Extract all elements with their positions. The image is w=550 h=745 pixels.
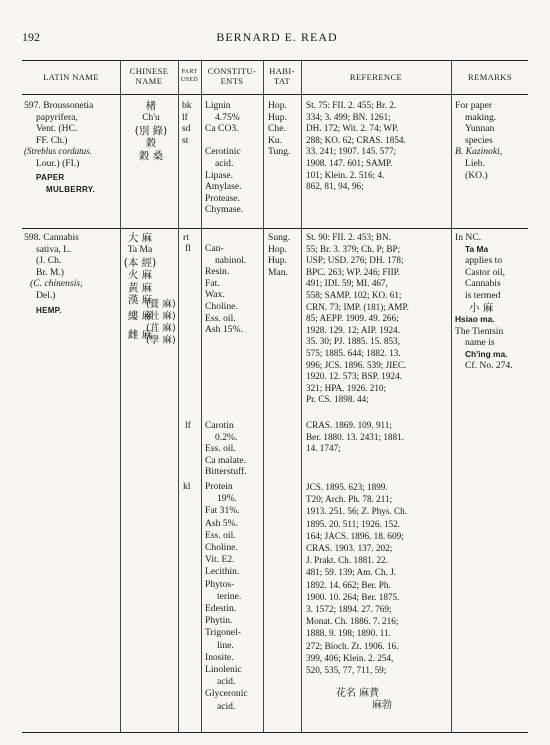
entry-598-reference-lf: CRAS. 1869. 109. 911; Ber. 1880. 13. 2431; 1881. 14. 1747; — [306, 420, 404, 454]
entry-598-reference-chinese-note: 花名 麻蕡 麻勃 — [336, 688, 392, 711]
entry-597-constituents: Lignin 4.75% Ca CO3. Cerotinic acid. Lipase. Amylase. Protease. Chymase. — [205, 100, 244, 216]
header-bottom-rule — [22, 94, 528, 95]
entry-597-chinese-name: 楮 Ch'u (別 錄) 穀 穀 桑 — [134, 100, 168, 162]
entry-598-common-name: HEMP. — [36, 306, 62, 315]
column-header-remarks: REMARKS — [468, 72, 512, 82]
entry-597-reference: St. 75: FII. 2. 455; Br. 2. 334; 3. 499; BN. 1261; DH. 172; Wit. 2. 74; WP. 288; KO. 62; CRAS. 1854. 33. 241; 1907. 145. 577; 1908. 147. 601; SAMP. 101; Klein. 2. 516; 4. 862, 81, 94, 96; — [306, 100, 406, 192]
entry-598-chinese-name: 大 麻 Ta Ma (本 經) 火 麻 黃 麻 漢 麻 縷 麻 雌 麻 — [123, 232, 157, 341]
column-divider — [301, 60, 302, 732]
entry-597-remarks: For paper making. Yunnan species B. Kazinoki, Lieb. (KO.) — [455, 100, 503, 181]
column-header-reference: REFERENCE — [349, 72, 403, 82]
entry-597-habitat: Hop. Hup. Che. Ku. Tung. — [268, 100, 291, 158]
entry-598-part-kl: kl — [183, 481, 191, 492]
column-header-part-used: PART USED — [180, 69, 199, 83]
column-divider — [451, 60, 452, 732]
table-top-rule — [22, 60, 528, 61]
table-bottom-rule — [22, 732, 528, 733]
entry-598-remarks: In NC. Ta Ma applies to Castor oil, Cannabis is termed 小 麻 Hsiao ma. The Tientsin name is Ch'ing ma. Cf. No. 274. — [455, 232, 513, 372]
column-divider — [201, 60, 202, 732]
entry-598-part-fl: fl — [185, 243, 191, 254]
entry-597-latin-name: 597. Broussonetia papyrifera, Vent. (HC. FF. Ch.) (Streblus cordatus. Lour.) (FI.) — [24, 100, 94, 169]
entry-598-habitat: Sung. Hop. Hup. Man. — [268, 232, 291, 278]
running-title: BERNARD E. READ — [216, 30, 338, 44]
entry-598-part-lf: lf — [185, 420, 191, 431]
entry-597-common-name: PAPER MULBERRY. — [36, 173, 96, 194]
column-header-latin-name: LATIN NAME — [43, 72, 99, 82]
column-divider — [263, 60, 264, 732]
entry-598-chinese-alternates: (蕡 麻) (牡 麻) (苴 麻) (學 麻) — [146, 299, 176, 346]
entry-598-part-rt: rt — [183, 232, 189, 243]
column-header-constituents: CONSTITU- ENTS — [207, 66, 257, 86]
entry-598-latin-name: 598. Cannabis sativa, L. (J. Ch. Br. M.) (C. chinensis, Del.) — [24, 232, 83, 301]
entry-separator-rule — [22, 228, 528, 229]
entry-598-constituents-lf: Carotin 0.2%. Ess. oil. Ca malate. Bitterstuff. — [205, 420, 247, 478]
entry-598-reference-kl: JCS. 1895. 623; 1899. T20; Arch. Ph. 78. 211; 1913. 251. 56; Z. Phys. Ch. 1895. 20. 511; 1926. 152. 164; JACS. 1896. 18. 609; CRAS. 1903. 137. 202; J. Prakt. Ch. 1881. 22. 481; 59. 139; Am. Ch. J. 1892. 14. 662; Ber. Ph. 1900. 10. 264; Ber. 1875. 3. 1572; 1894. 27. 769; Monat. Ch. 1886. 7. 216; 1888. 9. 198; 1890. 11. 272; Bioch. Zt. 1906. 16. 399, 406; Klein. 2. 254, 520, 535, 77, 711, 59; — [306, 482, 408, 676]
page-header — [22, 30, 532, 48]
column-header-chinese-name: CHINESE NAME — [129, 66, 169, 86]
column-divider — [120, 60, 121, 732]
page-number: 192 — [22, 30, 40, 44]
column-header-habitat: HABI- TAT — [269, 66, 295, 86]
entry-597-parts-used: bk lf sd st — [182, 100, 192, 146]
column-divider — [178, 60, 179, 732]
entry-598-constituents-fl: Can- nabinol. Resin. Fat. Wax. Choline. Ess. oil. Ash 15%. — [205, 243, 247, 336]
entry-598-constituents-kl: Protein 19%. Fat 31%. Ash 5%. Ess. oil. Choline. Vit. E2. Lecithin. Phytos- terine. Edestin. Phytin. Trigonel- line. Inosite. Linolenic acid. Glyceronic acid. — [205, 481, 248, 712]
entry-598-reference-fl: St. 90: FII. 2. 453; BN. 55; Br. 3. 379; Ch. P; BP; USP; USD. 276; DH. 178; BPC. 263; WP. 246; FIIP. 491; IDI. 59; MI. 467, 558; SAMP. 102; KO. 61; CRN. 73; IMP. (181); AMP. 85; AEPP. 1909. 49. 266; 1928. 129. 12; AIP. 1924. 35. 30; PJ. 1885. 15. 853, 575; 1885. 644; 1882. 13. 996; JCS. 1896. 539; JIEC. 1920. 12. 573; BSP. 1924. 321; HPA. 1926. 210; Pr. CS. 1898. 44; — [306, 232, 409, 405]
